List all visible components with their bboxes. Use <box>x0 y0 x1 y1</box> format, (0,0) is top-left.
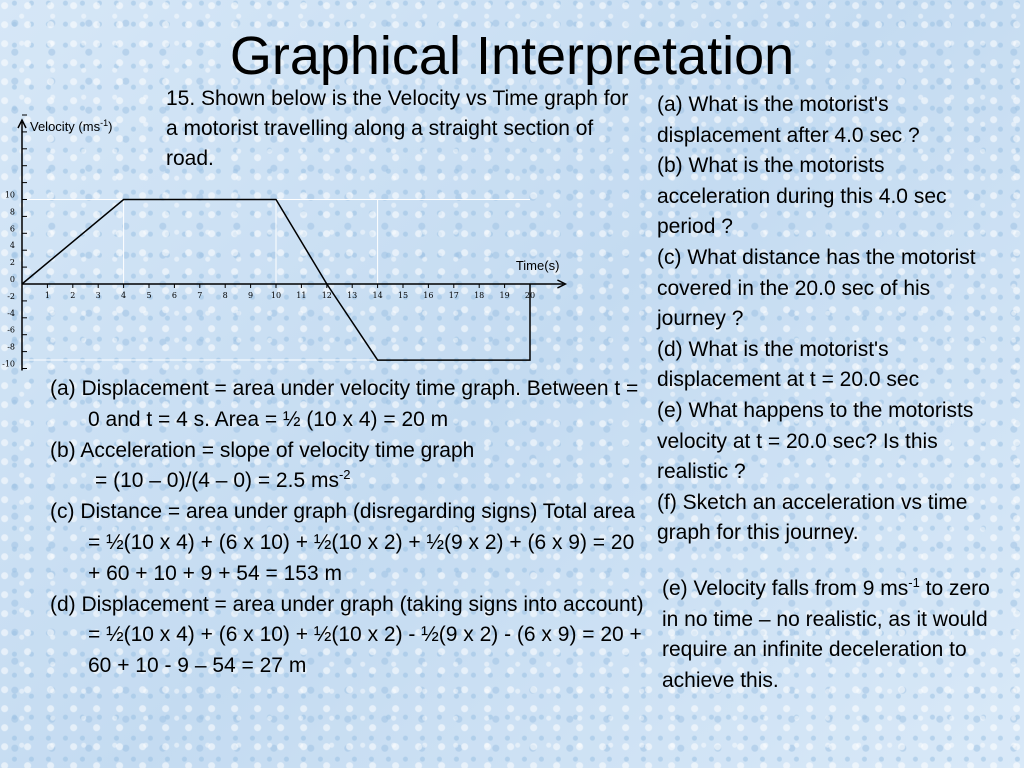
answer-b-formula: = (10 – 0)/(4 – 0) = 2.5 ms <box>95 469 339 493</box>
x-tick-label: 20 <box>524 291 536 300</box>
question-b: (b) What is the motorists acceleration during this 4.0 sec period ? <box>657 154 947 239</box>
question-f: (f) Sketch an acceleration vs time graph for this journey. <box>657 490 968 545</box>
velocity-time-chart <box>0 100 620 390</box>
x-tick-label: 4 <box>121 291 127 300</box>
y-axis-label-text: Velocity (ms <box>30 119 101 134</box>
question-e: (e) What happens to the motorists velocity at t = 20.0 sec? Is this realistic ? <box>657 398 974 484</box>
questions-list <box>657 90 992 549</box>
y-tick-label: -10 <box>2 359 15 369</box>
answer-a: (a) Displacement = area under velocity time graph. Between t = 0 and t = 4 s. Area = ½ (10 x 4) = 20 m <box>50 377 639 431</box>
answer-e-part1: (e) Velocity falls from 9 ms <box>662 577 909 600</box>
x-tick-label: 15 <box>397 291 409 300</box>
chart-axes <box>18 120 565 371</box>
y-tick-label: 6 <box>9 224 15 234</box>
y-tick-label: -4 <box>7 308 15 318</box>
answer-e-exponent: -1 <box>908 575 920 590</box>
answers-list <box>50 374 650 682</box>
x-tick-label: 7 <box>197 291 203 300</box>
y-axis-label-end: ) <box>108 119 113 134</box>
y-tick-label: 4 <box>9 241 15 251</box>
y-axis-label <box>30 118 112 134</box>
y-axis-label-sup: -1 <box>100 118 109 128</box>
answer-b-exponent: -2 <box>338 467 351 483</box>
answer-e <box>662 574 992 696</box>
x-tick-label: 10 <box>270 291 282 300</box>
y-tick-label: 0 <box>9 275 15 284</box>
x-tick-label: 16 <box>423 291 434 300</box>
x-tick-label: 11 <box>296 291 307 300</box>
question-c: (c) What distance has the motorist covered in the 20.0 sec of his journey ? <box>657 245 976 331</box>
x-tick-label: 17 <box>448 291 459 300</box>
x-tick-label: 13 <box>347 291 358 300</box>
y-tick-label: 2 <box>9 258 15 268</box>
x-tick-label: 8 <box>222 291 228 300</box>
x-tick-label: 6 <box>171 291 177 300</box>
x-tick-label: 2 <box>70 291 76 300</box>
x-axis-label: Time(s) <box>515 258 560 273</box>
page-title: Graphical Interpretation <box>229 26 795 86</box>
chart-guides <box>22 200 530 361</box>
x-tick-label: 1 <box>44 291 50 300</box>
answer-b-result <box>50 466 650 497</box>
answer-e-part2: to zero in no time – no realistic, as it would require an infinite deceleration to achieve this. <box>662 577 990 692</box>
question-d: (d) What is the motorist's displacement at t = 20.0 sec <box>657 337 920 392</box>
y-tick-label: -6 <box>7 325 15 335</box>
y-tick-label: 8 <box>9 207 15 217</box>
y-tick-label: -8 <box>7 342 15 352</box>
y-tick-label: 10 <box>4 190 15 200</box>
answer-c: (c) Distance = area under graph (disregarding signs) Total area = ½(10 x 4) + (6 x 10) + ½(10 x 2) + ½(9 x 2) + (6 x 9) = 20 + 60 + 10 + 9 + 54 = 153 m <box>50 500 636 585</box>
x-tick-label: 5 <box>146 291 152 300</box>
x-tick-label: 12 <box>321 291 332 300</box>
question-a: (a) What is the motorist's displacement after 4.0 sec ? <box>657 93 920 147</box>
problem-statement: 15. Shown below is the Velocity vs Time graph for a motorist travelling along a straight section of road. <box>166 87 629 170</box>
chart-ticks <box>2 115 535 369</box>
answer-b: (b) Acceleration = slope of velocity time graph <box>50 438 475 462</box>
y-tick-label: -2 <box>7 291 15 301</box>
x-tick-label: 19 <box>499 291 510 300</box>
x-tick-label: 18 <box>474 291 485 300</box>
x-tick-label: 9 <box>248 291 254 300</box>
x-tick-label: 3 <box>95 291 101 300</box>
x-tick-label: 14 <box>372 291 383 300</box>
answer-d: (d) Displacement = area under graph (taking signs into account) = ½(10 x 4) + (6 x 10) + ½(10 x 2) - ½(9 x 2) - (6 x 9) = 20 + 60 + 10 - 9 – 54 = 27 m <box>50 592 644 678</box>
